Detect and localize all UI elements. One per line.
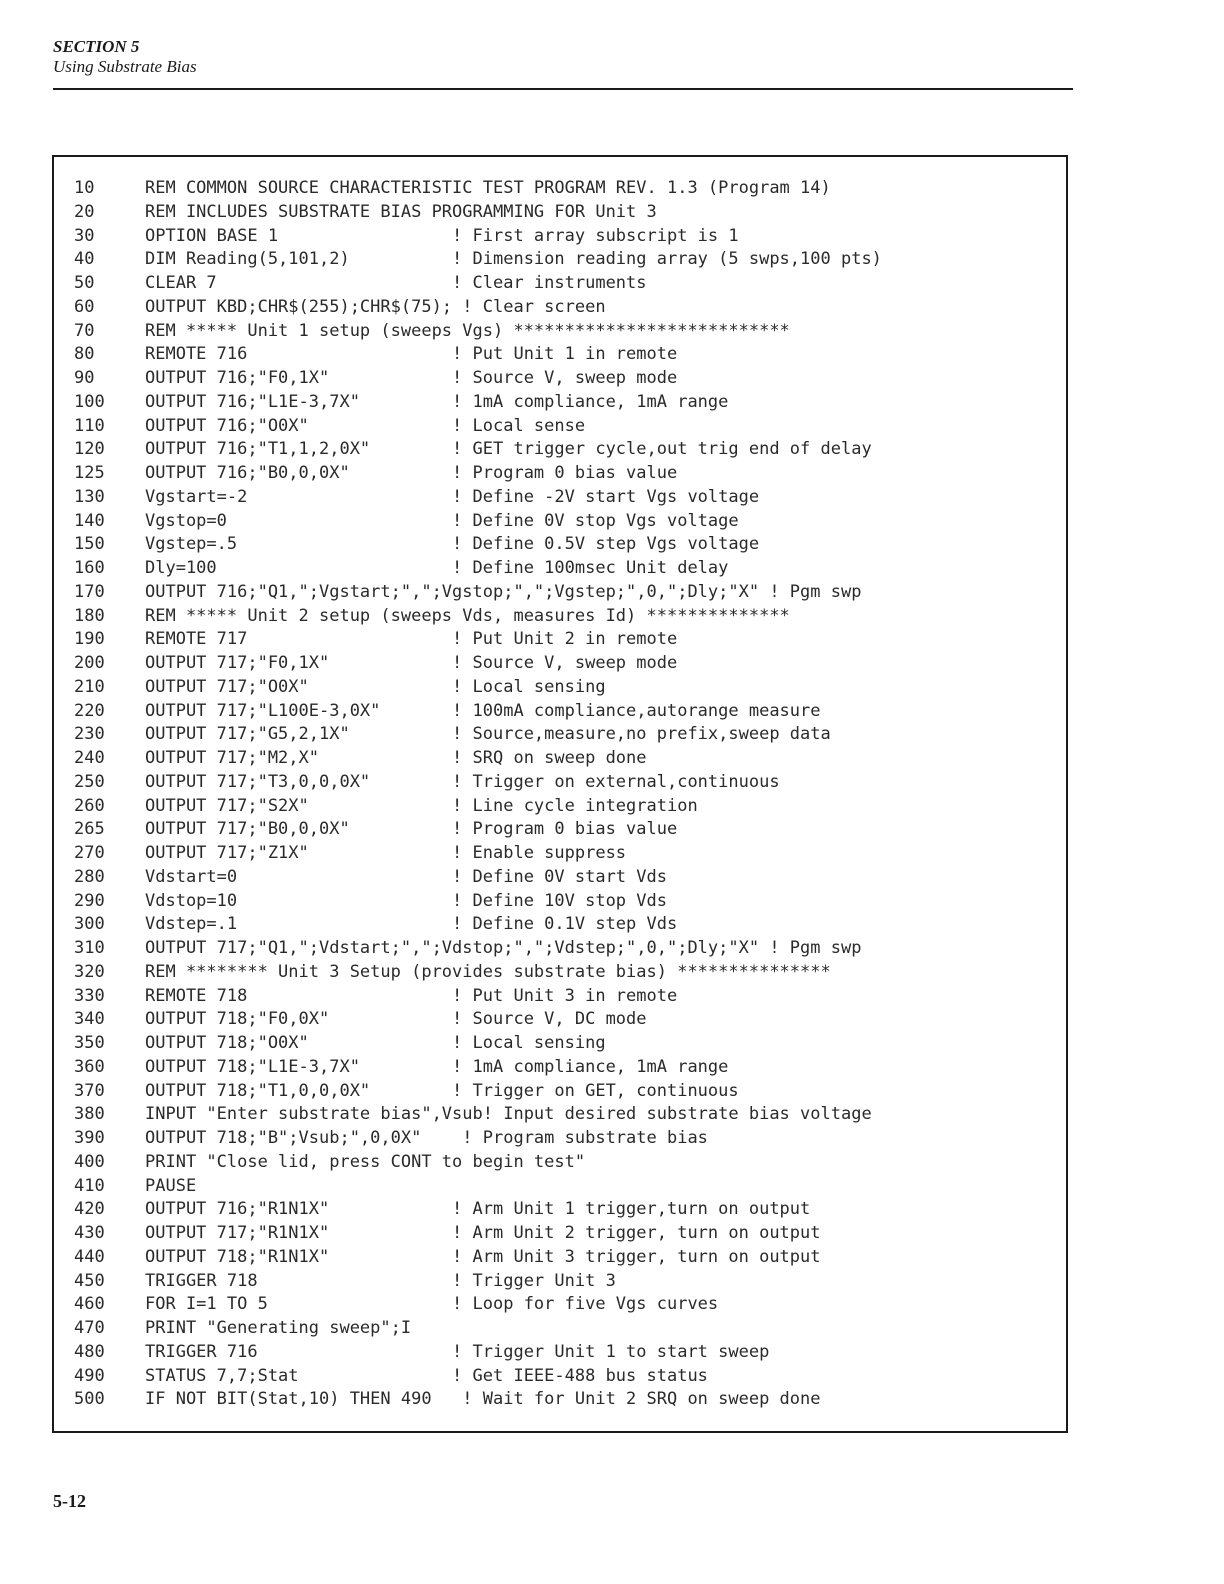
line-text: OUTPUT 718;"R1N1X" ! Arm Unit 3 trigger, turn on output [145,1246,821,1267]
line-number: 120 [74,439,105,460]
code-line [74,581,882,605]
line-number: 500 [74,1389,105,1410]
line-number: 380 [74,1104,105,1125]
line-number: 240 [74,748,105,768]
line-text: OUTPUT 718;"B";Vsub;",0,0X" ! Program substrate bias [145,1128,708,1148]
line-text: OPTION BASE 1 ! First array subscript is 1 [145,225,739,246]
code-line [74,1151,882,1175]
line-text: IF NOT BIT(Stat,10) THEN 490 ! Wait for Unit 2 SRQ on sweep done [145,1389,821,1410]
line-text: STATUS 7,7;Stat ! Get IEEE-488 bus status [145,1365,708,1386]
line-number: 450 [74,1270,105,1291]
line-text: REM ***** Unit 2 setup (sweeps Vds, measures Id) ************** [145,605,790,626]
code-line [74,462,882,486]
line-text: INPUT "Enter substrate bias",Vsub! Input desired substrate bias voltage [145,1104,872,1125]
line-number: 270 [74,843,105,863]
line-text: CLEAR 7 ! Clear instruments [145,273,647,293]
line-number: 420 [74,1199,105,1220]
code-line [74,818,882,842]
line-number: 220 [74,700,105,721]
line-number: 90 [74,368,95,388]
line-text: Vgstep=.5 ! Define 0.5V step Vgs voltage [145,534,760,555]
line-number: 265 [74,819,105,840]
code-line [74,438,882,462]
line-number: 70 [74,320,95,341]
code-line [74,1080,882,1104]
line-text: Vgstart=-2 ! Define -2V start Vgs voltage [145,486,760,507]
line-number: 20 [74,201,95,222]
line-number: 360 [74,1056,105,1077]
line-number: 125 [74,463,105,483]
line-text: REM INCLUDES SUBSTRATE BIAS PROGRAMMING FOR Unit 3 [145,201,657,222]
code-line [74,747,882,771]
code-line [74,795,882,819]
section-subtitle: Using Substrate Bias [53,57,197,76]
line-number: 60 [74,296,95,317]
line-text: Vdstart=0 ! Define 0V start Vds [145,866,667,887]
line-number: 110 [74,415,105,436]
line-text: OUTPUT 718;"F0,0X" ! Source V, DC mode [145,1009,647,1030]
code-line [74,1246,882,1270]
code-line [74,296,882,320]
line-text: REM ******** Unit 3 Setup (provides substrate bias) *************** [145,961,831,982]
line-number: 340 [74,1009,105,1030]
code-line [74,1222,882,1246]
code-line [74,1198,882,1222]
line-text: PRINT "Generating sweep";I [145,1318,412,1338]
page-number: 5-12 [53,1491,86,1511]
code-line [74,985,882,1009]
line-number: 410 [74,1175,105,1196]
code-line [74,1008,882,1032]
code-line [74,866,882,890]
line-text: REM COMMON SOURCE CHARACTERISTIC TEST PROGRAM REV. 1.3 (Program 14) [145,178,831,198]
code-line [74,723,882,747]
line-text: OUTPUT 717;"L100E-3,0X" ! 100mA compliance,autorange measure [145,700,821,721]
line-text: Vdstop=10 ! Define 10V stop Vds [145,890,667,911]
line-text: OUTPUT 716;"T1,1,2,0X" ! GET trigger cycle,out trig end of delay [145,439,872,460]
code-line [74,557,882,581]
code-line [74,320,882,344]
line-number: 160 [74,558,105,578]
line-number: 100 [74,391,105,412]
program-listing [74,177,882,1412]
line-text: OUTPUT 717;"Z1X" ! Enable suppress [145,843,627,863]
code-line [74,367,882,391]
header-rule [53,88,1073,90]
line-text: Dly=100 ! Define 100msec Unit delay [145,558,729,578]
line-text: REMOTE 717 ! Put Unit 2 in remote [145,629,678,650]
line-text: OUTPUT KBD;CHR$(255);CHR$(75); ! Clear screen [145,296,606,317]
code-line [74,842,882,866]
line-number: 330 [74,985,105,1006]
line-number: 10 [74,178,95,198]
line-number: 30 [74,225,95,246]
line-text: OUTPUT 717;"R1N1X" ! Arm Unit 2 trigger, turn on output [145,1223,821,1243]
code-line [74,771,882,795]
line-text: REMOTE 716 ! Put Unit 1 in remote [145,344,678,365]
line-text: OUTPUT 717;"F0,1X" ! Source V, sweep mode [145,653,678,673]
code-line [74,415,882,439]
line-number: 440 [74,1246,105,1267]
line-number: 230 [74,724,105,745]
line-number: 280 [74,866,105,887]
line-text: PAUSE [145,1175,197,1196]
code-line [74,1293,882,1317]
line-number: 310 [74,938,105,958]
code-line [74,1365,882,1389]
code-line [74,890,882,914]
line-text: OUTPUT 716;"L1E-3,7X" ! 1mA compliance, 1mA range [145,391,729,412]
line-text: FOR I=1 TO 5 ! Loop for five Vgs curves [145,1294,719,1315]
line-text: Vdstep=.1 ! Define 0.1V step Vds [145,914,678,935]
line-text: OUTPUT 718;"T1,0,0,0X" ! Trigger on GET, continuous [145,1080,739,1101]
code-line [74,533,882,557]
code-line [74,961,882,985]
line-text: OUTPUT 717;"Q1,";Vdstart;",";Vdstop;",";Vdstep;",0,";Dly;"X" ! Pgm swp [145,938,862,958]
line-text: OUTPUT 716;"Q1,";Vgstart;",";Vgstop;",";Vgstep;",0,";Dly;"X" ! Pgm swp [145,581,862,602]
line-number: 480 [74,1341,105,1362]
line-text: OUTPUT 717;"M2,X" ! SRQ on sweep done [145,748,647,768]
code-line [74,343,882,367]
code-line [74,1056,882,1080]
code-line [74,1270,882,1294]
code-line [74,605,882,629]
code-line [74,486,882,510]
line-number: 130 [74,486,105,507]
code-line [74,676,882,700]
line-text: OUTPUT 717;"O0X" ! Local sensing [145,676,606,697]
line-text: OUTPUT 717;"G5,2,1X" ! Source,measure,no prefix,sweep data [145,724,831,745]
line-number: 180 [74,605,105,626]
line-text: OUTPUT 717;"B0,0,0X" ! Program 0 bias value [145,819,678,840]
line-number: 80 [74,344,95,365]
line-text: OUTPUT 718;"O0X" ! Local sensing [145,1033,606,1053]
line-text: DIM Reading(5,101,2) ! Dimension reading array (5 swps,100 pts) [145,249,882,270]
line-number: 40 [74,249,95,270]
line-text: REMOTE 718 ! Put Unit 3 in remote [145,985,678,1006]
line-number: 260 [74,795,105,816]
line-text: OUTPUT 716;"R1N1X" ! Arm Unit 1 trigger,turn on output [145,1199,811,1220]
line-number: 290 [74,890,105,911]
code-line [74,913,882,937]
line-number: 170 [74,581,105,602]
line-number: 350 [74,1033,105,1053]
line-text: PRINT "Close lid, press CONT to begin test" [145,1151,586,1172]
code-line [74,937,882,961]
line-text: OUTPUT 716;"O0X" ! Local sense [145,415,586,436]
line-number: 370 [74,1080,105,1101]
line-number: 150 [74,534,105,555]
code-line [74,700,882,724]
line-number: 200 [74,653,105,673]
code-line [74,1175,882,1199]
line-text: OUTPUT 716;"B0,0,0X" ! Program 0 bias value [145,463,678,483]
code-line [74,391,882,415]
line-text: TRIGGER 718 ! Trigger Unit 3 [145,1270,616,1291]
line-number: 190 [74,629,105,650]
line-number: 460 [74,1294,105,1315]
line-number: 400 [74,1151,105,1172]
line-number: 250 [74,771,105,792]
line-text: TRIGGER 716 ! Trigger Unit 1 to start sweep [145,1341,770,1362]
line-number: 390 [74,1128,105,1148]
code-line [74,201,882,225]
code-line [74,652,882,676]
line-text: OUTPUT 718;"L1E-3,7X" ! 1mA compliance, 1mA range [145,1056,729,1077]
code-line [74,628,882,652]
line-number: 490 [74,1365,105,1386]
code-line [74,1317,882,1341]
code-line [74,248,882,272]
code-line [74,1032,882,1056]
line-text: OUTPUT 716;"F0,1X" ! Source V, sweep mode [145,368,678,388]
code-line [74,177,882,201]
line-number: 430 [74,1223,105,1243]
code-line [74,225,882,249]
line-number: 470 [74,1318,105,1338]
line-text: Vgstop=0 ! Define 0V stop Vgs voltage [145,510,739,531]
code-line [74,1388,882,1412]
line-number: 140 [74,510,105,531]
line-number: 300 [74,914,105,935]
line-number: 320 [74,961,105,982]
line-number: 50 [74,273,95,293]
line-text: REM ***** Unit 1 setup (sweeps Vgs) *************************** [145,320,790,341]
line-text: OUTPUT 717;"S2X" ! Line cycle integration [145,795,698,816]
program-listing-box [52,155,1068,1433]
section-heading: SECTION 5 [53,37,140,56]
code-line [74,272,882,296]
line-number: 210 [74,676,105,697]
code-line [74,1103,882,1127]
code-line [74,1127,882,1151]
code-line [74,1341,882,1365]
line-text: OUTPUT 717;"T3,0,0,0X" ! Trigger on external,continuous [145,771,780,792]
code-line [74,510,882,534]
